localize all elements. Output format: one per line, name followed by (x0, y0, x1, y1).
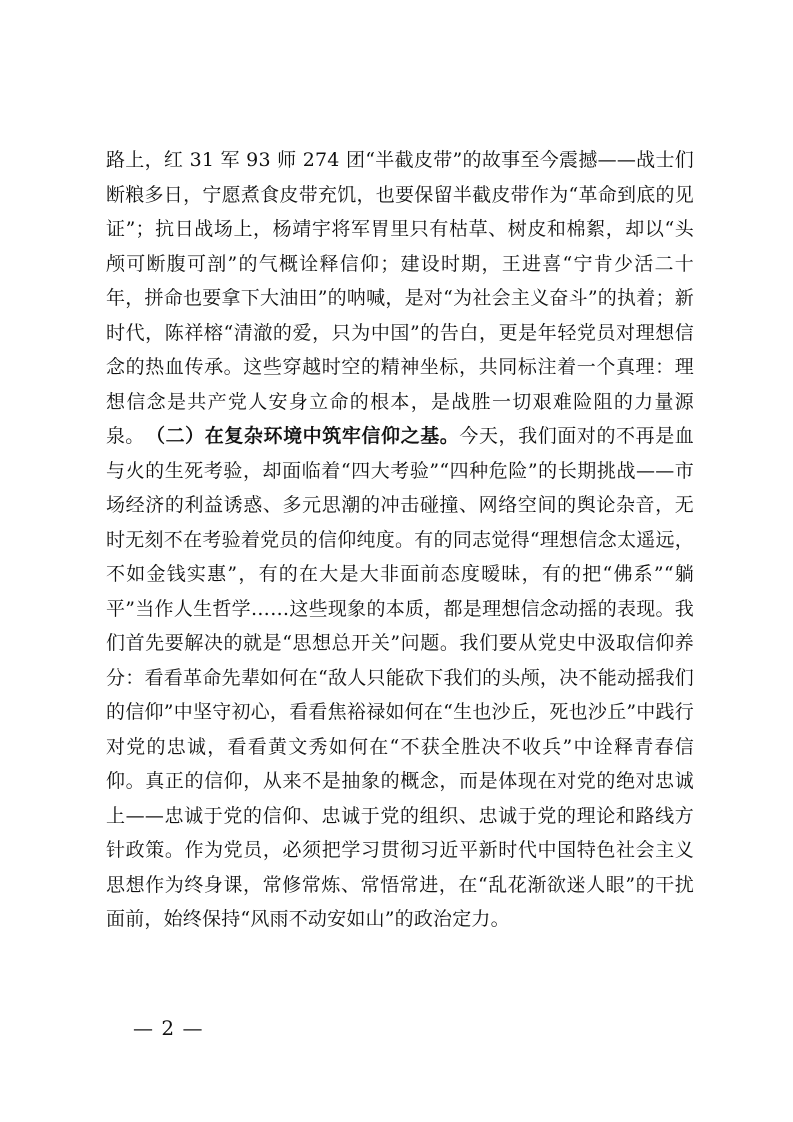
page-number: — 2 — (133, 1016, 204, 1040)
body-paragraph-2 (106, 419, 694, 937)
section-heading: （二）在复杂环境中筑牢信仰之基。 (146, 425, 460, 447)
body-paragraph-1: 路上，红 31 军 93 师 274 团“半截皮带”的故事至今震撼——战士们断粮多日，宁愿煮食皮带充饥，也要保留半截皮带作为“革命到底的见证”；抗日战场上，杨靖宇将军胃里只有枯草、树皮和棉絮，却以“头颅可断腹可剖”的气概诠释信仰；建设时期，王进喜“宁肯少活二十年，拼命也要拿下大油田”的呐喊，是对“为社会主义奋斗”的执着；新时代，陈祥榕“清澈的爱，只为中国”的告白，更是年轻党员对理想信念的热血传承。这些穿越时空的精神坐标，共同标注着一个真理：理想信念是共产党人安身立命的根本，是战胜一切艰难险阻的力量源泉。 (106, 149, 694, 447)
section-body: 今天，我们面对的不再是血与火的生死考验，却面临着“四大考验”“四种危险”的长期挑战——市场经济的利益诱惑、多元思潮的冲击碰撞、网络空间的舆论杂音，无时无刻不在考验着党员的信仰纯度。有的同志觉得“理想信念太遥远，不如金钱实惠”，有的在大是大非面前态度暧昧，有的把“佛系”“躺平”当作人生哲学……这些现象的本质，都是理想信念动摇的表现。我们首先要解决的就是“思想总开关”问题。我们要从党史中汲取信仰养分：看看革命先辈如何在“敌人只能砍下我们的头颅，决不能动摇我们的信仰”中坚守初心，看看焦裕禄如何在“生也沙丘，死也沙丘”中践行对党的忠诚，看看黄文秀如何在“不获全胜决不收兵”中诠释青春信仰。真正的信仰，从来不是抽象的概念，而是体现在对党的绝对忠诚上——忠诚于党的信仰、忠诚于党的组织、忠诚于党的理论和路线方针政策。作为党员，必须把学习贯彻习近平新时代中国特色社会主义思想作为终身课，常修常炼、常悟常进，在“乱花渐欲迷人眼”的干扰面前，始终保持“风雨不动安如山”的政治定力。 (106, 425, 694, 930)
